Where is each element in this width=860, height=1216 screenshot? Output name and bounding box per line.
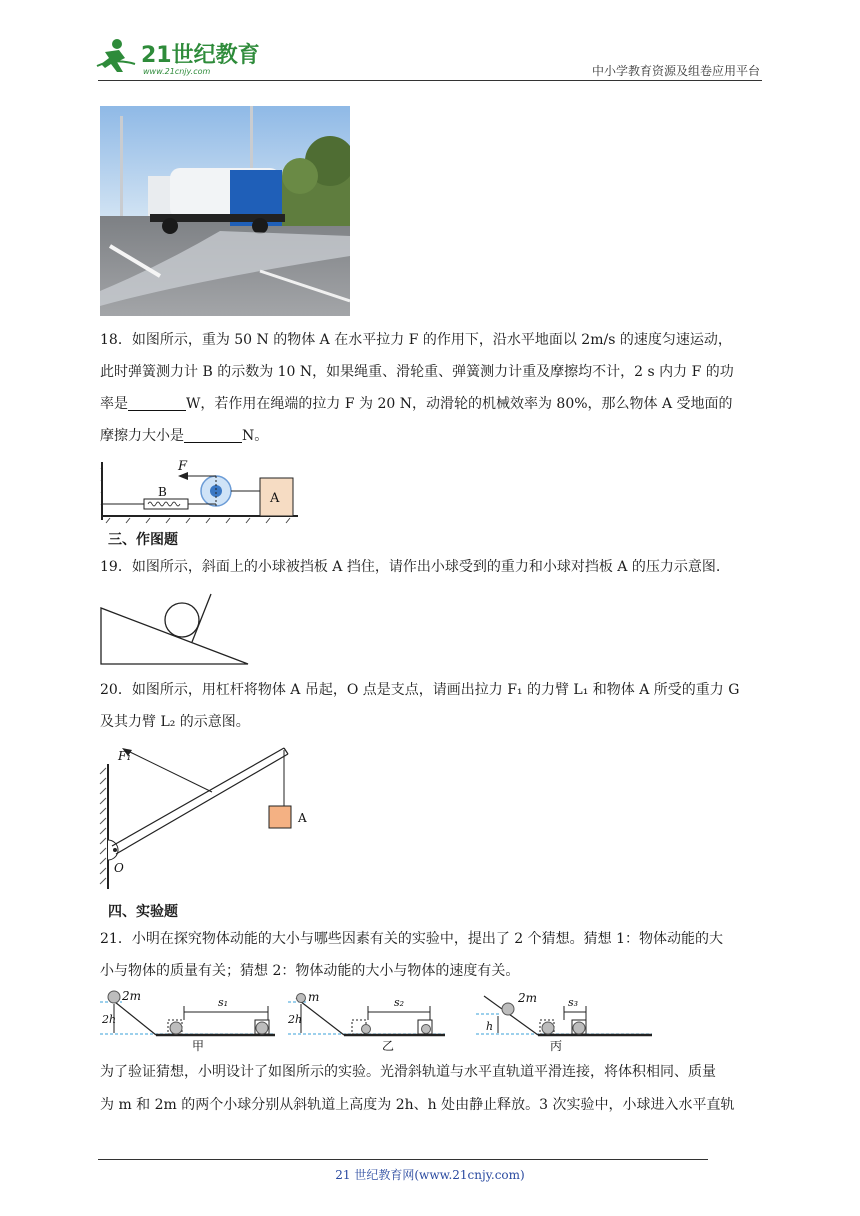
footer-divider bbox=[98, 1159, 708, 1160]
panel-yi bbox=[287, 990, 445, 1053]
platform-title: 中小学教育资源及组卷应用平台 bbox=[591, 64, 760, 78]
bing-mass: 2m bbox=[518, 991, 538, 1005]
jia-height: 2h bbox=[102, 1013, 117, 1026]
q18-pulley-figure bbox=[100, 458, 300, 524]
q18-line4-a: 摩擦力大小是 bbox=[100, 428, 184, 444]
yi-dist: s₂ bbox=[394, 996, 405, 1009]
jia-dist: s₁ bbox=[218, 996, 229, 1009]
q18-line4 bbox=[100, 420, 765, 452]
q18-line3-b: W，若作用在绳端的拉力 F 为 20 N，动滑轮的机械效率为 80%，那么物体 A 受地面的 bbox=[186, 396, 733, 412]
footer-link[interactable]: 21 世纪教育网(www.21cnjy.com) bbox=[335, 1168, 525, 1182]
q21-experiment-figure bbox=[100, 988, 660, 1056]
label-pivot-O: O bbox=[114, 861, 124, 875]
bing-dist: s₃ bbox=[568, 996, 579, 1009]
q20-line2: 及其力臂 L₂ 的示意图。 bbox=[100, 714, 250, 730]
q20-line1: 20．如图所示，用杠杆将物体 A 吊起，O 点是支点，请画出拉力 F₁ 的力臂 L₁ 和物体 A 所受的重力 G bbox=[100, 682, 740, 698]
q18-line2: 此时弹簧测力计 B 的示数为 10 N，如果绳重、滑轮重、弹簧测力计重及摩擦均不计，2 s 内力 F 的功 bbox=[100, 364, 734, 380]
q19-incline-figure bbox=[100, 590, 252, 668]
bing-label: 丙 bbox=[550, 1039, 563, 1053]
label-meter: B bbox=[158, 485, 167, 499]
q21-line2: 小与物体的质量有关；猜想 2：物体动能的大小与物体的速度有关。 bbox=[100, 963, 520, 979]
label-block-A: A bbox=[270, 491, 280, 506]
q19-text: 19．如图所示，斜面上的小球被挡板 A 挡住，请作出小球受到的重力和小球对挡板 A 的压力示意图. bbox=[100, 559, 721, 575]
water-truck-photo bbox=[100, 106, 350, 316]
q18-line4-b: N。 bbox=[242, 428, 269, 444]
label-force-F1: F₁ bbox=[118, 749, 132, 763]
panel-bing bbox=[476, 991, 652, 1053]
logo-text: 21世纪教育 bbox=[141, 43, 260, 68]
jia-label: 甲 bbox=[192, 1039, 205, 1053]
q21-line4: 为 m 和 2m 的两个小球分别从斜轨道上高度为 2h、h 处由静止释放。3 次实验中，小球进入水平直轨 bbox=[100, 1097, 735, 1113]
q20-lever-figure bbox=[98, 744, 328, 892]
label-block-A: A bbox=[298, 811, 307, 825]
site-logo bbox=[95, 36, 265, 76]
header-divider bbox=[98, 80, 762, 81]
q18-line3 bbox=[100, 388, 765, 420]
label-force-F: F bbox=[178, 459, 188, 474]
answer-blank-power[interactable] bbox=[128, 396, 186, 411]
yi-mass: m bbox=[308, 990, 320, 1004]
q21-line1: 21．小明在探究物体动能的大小与哪些因素有关的实验中，提出了 2 个猜想。猜想 1：物体动能的大 bbox=[100, 931, 723, 947]
q21-line3: 为了验证猜想，小明设计了如图所示的实验。光滑斜轨道与水平直轨道平滑连接，将体积相同、质量 bbox=[100, 1064, 716, 1080]
logo-url: www.21cnjy.com bbox=[143, 67, 211, 76]
section-title-drawing: 三、作图题 bbox=[108, 532, 178, 548]
answer-blank-friction[interactable] bbox=[184, 428, 242, 443]
yi-height: 2h bbox=[288, 1013, 303, 1026]
yi-label: 乙 bbox=[382, 1039, 395, 1053]
bing-height: h bbox=[486, 1020, 494, 1033]
q18-line3-a: 率是 bbox=[100, 396, 128, 412]
section-title-experiment: 四、实验题 bbox=[108, 904, 178, 920]
jia-mass: 2m bbox=[122, 989, 142, 1003]
q18-line1: 18．如图所示，重为 50 N 的物体 A 在水平拉力 F 的作用下，沿水平地面以 2m/s 的速度匀速运动， bbox=[100, 332, 732, 348]
panel-jia bbox=[100, 989, 275, 1053]
